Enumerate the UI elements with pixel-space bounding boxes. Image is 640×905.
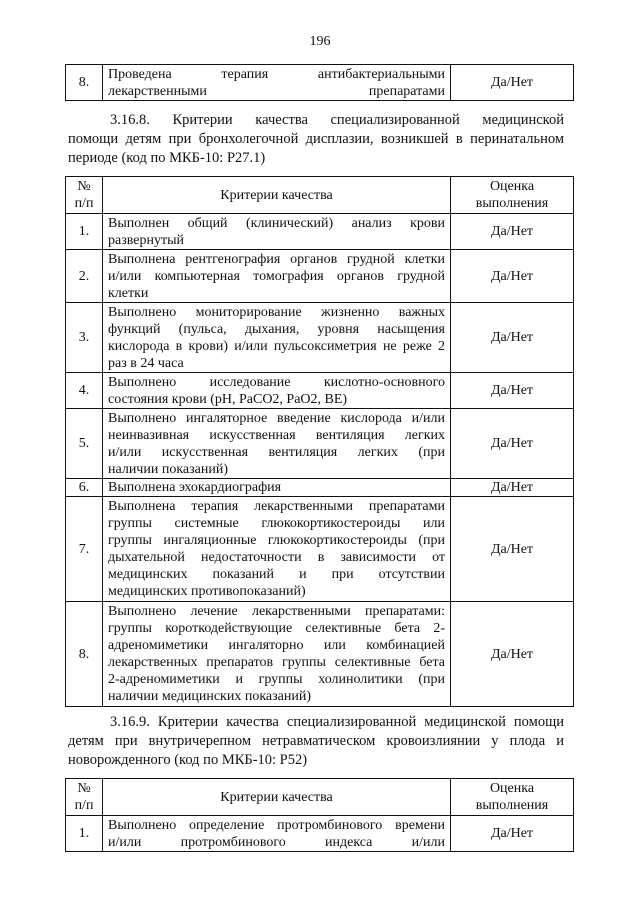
header-line: п/п bbox=[74, 196, 94, 211]
row-number: 1. bbox=[66, 214, 103, 250]
criterion-line: развернутый bbox=[108, 232, 184, 248]
row-number: 3. bbox=[66, 303, 103, 373]
table-row bbox=[66, 373, 574, 409]
heading-line: 3.16.9. Критерии качества специализированной медицинской помощи bbox=[110, 714, 564, 730]
header-line: № bbox=[77, 781, 91, 796]
row-number: 6. bbox=[66, 479, 103, 497]
heading-line: помощи детям при бронхолегочной дисплазии, возникшей в перинатальном bbox=[68, 131, 564, 147]
criterion-line: Выполнено мониторирование жизненно важных bbox=[108, 304, 445, 320]
table-row bbox=[66, 214, 574, 250]
criterion-line: раз в 24 часа bbox=[108, 355, 184, 371]
evaluation-result: Да/Нет bbox=[451, 65, 574, 101]
evaluation-result: Да/Нет bbox=[451, 497, 574, 602]
criterion-text bbox=[103, 497, 451, 602]
criterion-text bbox=[103, 816, 451, 852]
header-number bbox=[66, 779, 103, 816]
criterion-line: Выполнено исследование кислотно-основного bbox=[108, 374, 445, 390]
criterion-line: Выполнена эхокардиография bbox=[108, 480, 282, 495]
table-row bbox=[66, 602, 574, 707]
row-number: 8. bbox=[66, 602, 103, 707]
criterion-line: Выполнено определение протромбинового времени bbox=[108, 817, 445, 833]
criterion-line: наличии показаний) bbox=[108, 461, 229, 477]
row-number: 2. bbox=[66, 250, 103, 303]
evaluation-result: Да/Нет bbox=[451, 250, 574, 303]
header-number bbox=[66, 177, 103, 214]
criterion-line: лекарственных препаратов группы селективные бета bbox=[108, 655, 445, 670]
criterion-line: лекарственными препаратами bbox=[108, 83, 445, 99]
criterion-line: наличии медицинских показаний) bbox=[108, 689, 311, 704]
evaluation-result: Да/Нет bbox=[451, 479, 574, 497]
heading-line: 3.16.8. Критерии качества специализированной медицинской bbox=[110, 112, 564, 128]
header-line: Оценка bbox=[489, 781, 535, 796]
header-criteria: Критерии качества bbox=[103, 177, 451, 214]
row-number: 5. bbox=[66, 409, 103, 479]
header-criteria: Критерии качества bbox=[103, 779, 451, 816]
criterion-line: группы системные глюкокортикостероиды или bbox=[108, 516, 445, 531]
criterion-line: Выполнена рентгенография органов грудной клетки bbox=[108, 251, 445, 267]
row-number: 8. bbox=[66, 65, 103, 101]
criterion-line: группы ингаляционные глюкокортикостероиды (при bbox=[108, 533, 445, 548]
criterion-text bbox=[103, 409, 451, 479]
criterion-line: медицинских противопоказаний) bbox=[108, 584, 306, 599]
section-heading-3-16-8 bbox=[68, 111, 564, 168]
criterion-line: медицинских показаний и при отсутствии bbox=[108, 567, 445, 582]
quality-criteria-table-2 bbox=[65, 778, 574, 852]
row-number: 1. bbox=[66, 816, 103, 852]
criterion-line: функций (пульса, дыхания, уровня насыщения bbox=[108, 321, 445, 337]
table-row bbox=[66, 816, 574, 852]
table-row bbox=[66, 303, 574, 373]
criterion-text bbox=[103, 479, 451, 497]
heading-line: детям при внутричерепном нетравматическом кровоизлиянии у плода и bbox=[68, 733, 564, 749]
criterion-line: состояния крови (pH, PaCO2, PaO2, BE) bbox=[108, 391, 348, 407]
heading-line: новорожденного (код по МКБ-10: P52) bbox=[68, 752, 308, 768]
header-line: п/п bbox=[74, 798, 94, 813]
table-row bbox=[66, 250, 574, 303]
header-evaluation bbox=[451, 779, 574, 816]
row-number: 4. bbox=[66, 373, 103, 409]
criterion-line: и/или искусственная вентиляция легких (при bbox=[108, 444, 445, 460]
table-top-continuation bbox=[65, 64, 574, 101]
criterion-line: и/или протромбинового индекса и/или bbox=[108, 834, 445, 850]
table-header-row bbox=[66, 177, 574, 214]
header-line: Оценка bbox=[489, 179, 535, 194]
criterion-line: неинвазивная искусственная вентиляция легких bbox=[108, 427, 445, 443]
criterion-line: дыхательной недостаточности в зависимости от bbox=[108, 550, 445, 565]
header-line: № bbox=[77, 179, 91, 194]
criterion-line: и/или компьютерная томография органов грудной bbox=[108, 268, 445, 284]
table-row bbox=[66, 479, 574, 497]
evaluation-result: Да/Нет bbox=[451, 602, 574, 707]
criterion-text bbox=[103, 250, 451, 303]
criterion-line: кислорода в крови) и/или пульсоксиметрия не реже 2 bbox=[108, 338, 445, 354]
row-number: 7. bbox=[66, 497, 103, 602]
table-row bbox=[66, 65, 574, 101]
evaluation-result: Да/Нет bbox=[451, 214, 574, 250]
criterion-line: группы короткодействующие селективные бета 2- bbox=[108, 621, 445, 636]
criterion-line: Проведена терапия антибактериальными bbox=[108, 66, 445, 82]
section-heading-3-16-9 bbox=[68, 713, 564, 770]
criterion-line: 2-адреномиметики и группы холинолитики (при bbox=[108, 672, 445, 687]
header-line: выполнения bbox=[475, 798, 549, 813]
page-number: 196 bbox=[309, 34, 331, 49]
criterion-text bbox=[103, 65, 451, 101]
table-header-row bbox=[66, 779, 574, 816]
criterion-text bbox=[103, 373, 451, 409]
header-evaluation bbox=[451, 177, 574, 214]
heading-line: периоде (код по МКБ-10: P27.1) bbox=[68, 150, 266, 166]
criterion-line: Выполнено лечение лекарственными препаратами: bbox=[108, 604, 445, 619]
criterion-text bbox=[103, 602, 451, 707]
evaluation-result: Да/Нет bbox=[451, 409, 574, 479]
criterion-line: Выполнена терапия лекарственными препаратами bbox=[108, 499, 445, 514]
evaluation-result: Да/Нет bbox=[451, 303, 574, 373]
evaluation-result: Да/Нет bbox=[451, 816, 574, 852]
criterion-line: адреномиметики ингаляторно или комбинацией bbox=[108, 638, 445, 653]
criterion-line: Выполнено ингаляторное введение кислорода и/или bbox=[108, 410, 445, 426]
criterion-line: клетки bbox=[108, 285, 149, 301]
header-line: выполнения bbox=[475, 196, 549, 211]
criterion-text bbox=[103, 214, 451, 250]
criterion-text bbox=[103, 303, 451, 373]
table-row bbox=[66, 409, 574, 479]
criterion-line: Выполнен общий (клинический) анализ крови bbox=[108, 215, 445, 231]
evaluation-result: Да/Нет bbox=[451, 373, 574, 409]
table-row bbox=[66, 497, 574, 602]
quality-criteria-table-1 bbox=[65, 176, 574, 707]
